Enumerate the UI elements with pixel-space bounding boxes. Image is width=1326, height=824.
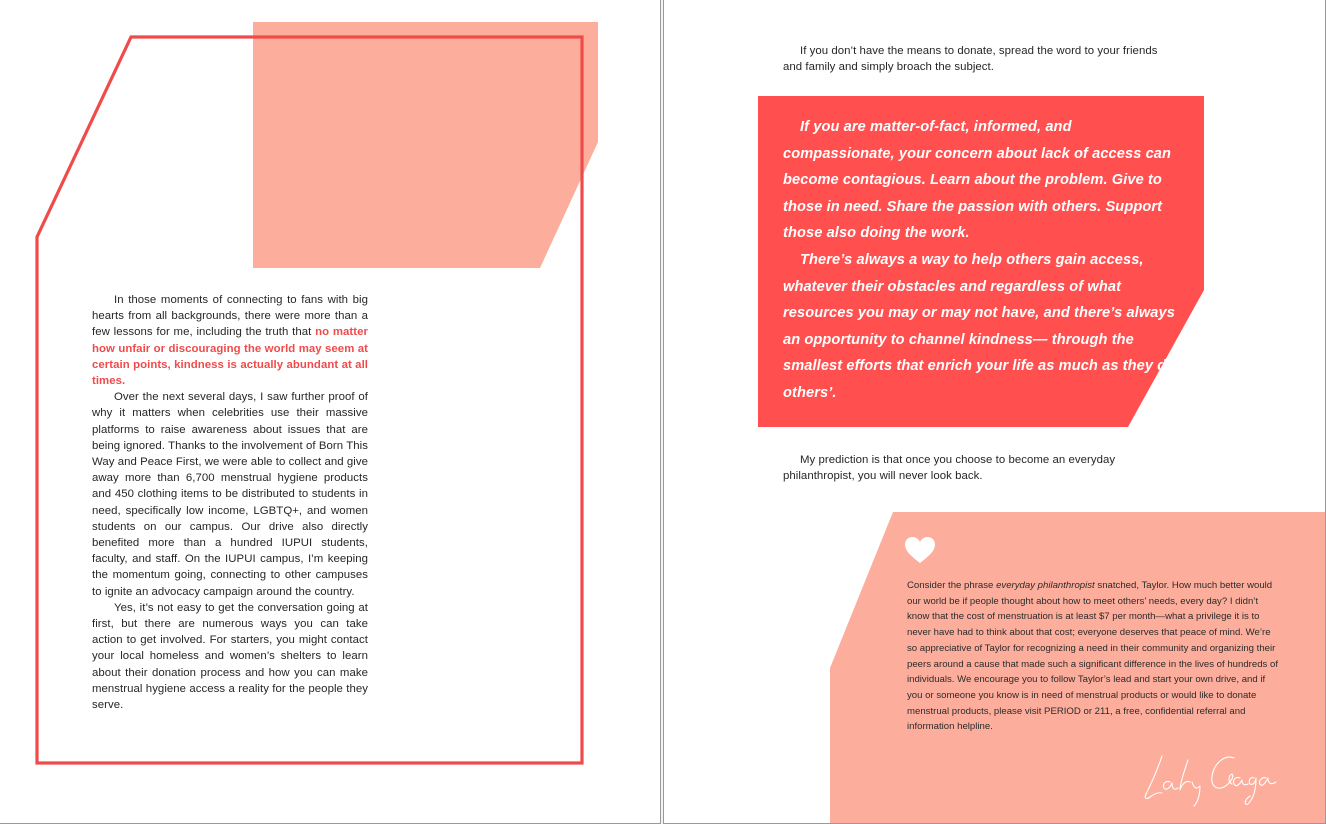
paragraph-3: Yes, it’s not easy to get the conversation going at first, but there are numerous ways you can take action to get involved. For starters, you might contact your local homeless and women’s shelters to learn about their donation process and how you can make menstrual hygiene access a reality for the people they serve. [92, 601, 368, 712]
pull-quote [783, 114, 1183, 407]
sidebar-note [907, 578, 1283, 735]
paragraph-2: Over the next several days, I saw further proof of why it matters when celebrities use their massive platforms to raise awareness about issues that are being ignored. Thanks to the involvement of Born This Way and Peace First, we were able to collect and give away more than 6,700 menstrual hygiene products and 450 clothing items to be distributed to students in need, specifically low income, LGBTQ+, and women students on our campus. Our drive also directly benefited more than a hundred IUPUI students, faculty, and staff. On the IUPUI campus, I’m keeping the momentum going, connecting to other campuses to ignite an advocacy campaign around the country. [92, 391, 368, 598]
paragraph-1 [92, 292, 368, 389]
paragraph-1-text: In those moments of connecting to fans with big hearts from all backgrounds, there were more than a few lessons for me, including the truth that [92, 294, 368, 339]
highlighted-statement: no matter how unfair or discouraging the world may seem at certain points, kindness is actually abundant at all times [92, 326, 368, 388]
salmon-block [253, 22, 598, 268]
signature-lady-gaga [1136, 748, 1286, 808]
closing-paragraph: My prediction is that once you choose to become an everyday philanthropist, you will never look back. [783, 454, 1116, 483]
note-paragraph [907, 578, 1283, 735]
pull-quote-paragraph-2: There’s always a way to help others gain access, whatever their obstacles and regardless of what resources you may or may not have, and there’s always an opportunity to channel kindness— through the smallest efforts that enrich your life as much as they do others’. [783, 251, 1176, 401]
note-body: snatched, Taylor. How much better would our world be if people thought about how to meet others’ needs, every day? I didn’t know that the cost of menstruation is at least $7 per month—what a privilege it is to never have had to think about that cost; everyone deserves that peace of mind. We’re so appreciative of Taylor for recognizing a need in their community and organizing their peers around a cause that made such a significant difference in the lives of hundreds of individuals. We encourage you to follow Taylor’s lead and start your own drive, and if you or someone you know is in need of menstrual products or would like to donate menstrual products, please visit PERIOD or 211, a free, confidential referral and information helpline. [907, 580, 1279, 733]
intro-paragraph: If you don’t have the means to donate, spread the word to your friends and family and simply broach the subject. [783, 45, 1158, 74]
highlight-period: . [122, 375, 126, 388]
left-body-text [92, 292, 368, 713]
closing-text [783, 452, 1173, 484]
intro-text [783, 43, 1173, 75]
heart-icon [905, 537, 935, 564]
pull-quote-paragraph-1: If you are matter-of-fact, informed, and compassionate, your concern about lack of access can become contagious. Learn about the problem. Give to those in need. Share the passion with others. Support those also doing the work. [783, 119, 1172, 242]
note-emphasis: everyday philanthropist [996, 580, 1095, 591]
note-lead: Consider the phrase [907, 580, 997, 591]
